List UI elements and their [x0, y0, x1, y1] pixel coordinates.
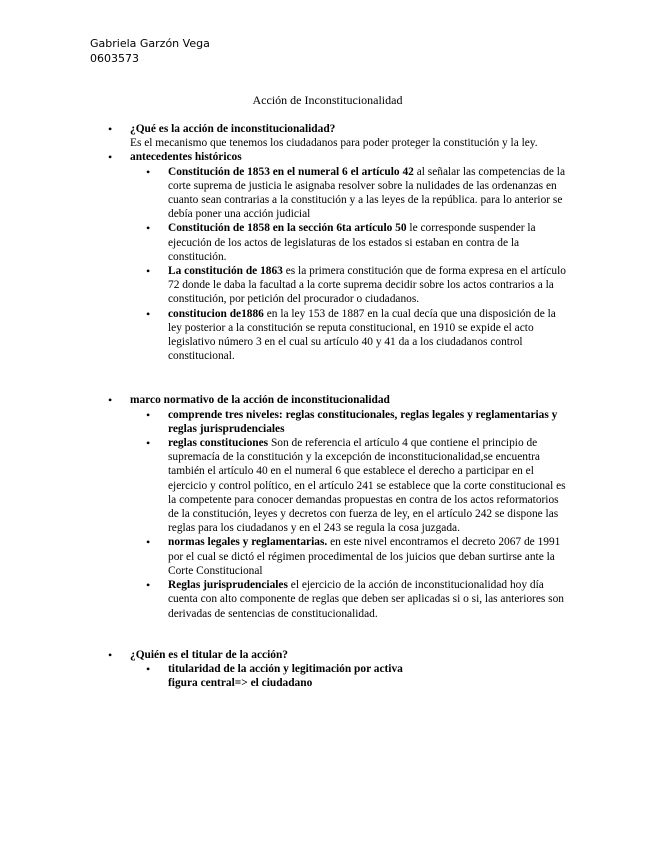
item-text: Son de referencia el artículo 4 que contiene el principio de supremacía de la constitución y la excepción de inconstitucionalidad,se encuentra también el artículo 40 en el numeral 6 que establece el derecho a participar en el ejercicio y control político, en el artículo 241 se establece que la corte constitucional es la competente para conocer demandas propuestas en contra de los actos reformatorios de la constitución, leyes y decretos con fuerza de ley, en el artículo 242 se dispone las reglas para los ciudadanos y en el 243 se regula la cosa juzgada.	[168, 437, 566, 535]
section-heading: ¿Qué es la acción de inconstitucionalidad?	[130, 123, 336, 135]
list-item	[130, 535, 570, 578]
item-bold: La constitución de 1863	[168, 265, 283, 278]
section-what-is	[90, 122, 570, 150]
author-header	[90, 36, 210, 66]
marco-list	[130, 408, 570, 621]
document-title: Acción de Inconstitucionalidad	[252, 93, 403, 107]
author-name: Gabriela Garzón Vega	[90, 37, 210, 50]
list-item	[130, 578, 570, 621]
item-text: es la primera constitución que de forma expresa en el artículo 72 donde le daba la facultad a la corte suprema decidir sobre los actos contrarios a la constitución, por petición del procurador o ciudadanos.	[168, 265, 566, 306]
item-text: el ejercicio de la acción de inconstitucionalidad hoy día cuenta con alto componente de reglas que deben ser aplicadas si o si, las anteriores son derivadas de sentencias de constitucionalidad.	[168, 579, 565, 620]
item-text: en este nivel encontramos el decreto 2067 de 1991 por el cual se dictó el régimen procedimental de los juicios que deban surtirse ante la Corte Constitucional	[168, 536, 561, 577]
antecedentes-list	[130, 165, 570, 364]
section-list	[90, 122, 570, 690]
item-bold: figura central=> el ciudadano	[168, 677, 313, 690]
document-body	[90, 122, 570, 690]
section-titular	[90, 648, 570, 691]
section-marco-normativo	[90, 393, 570, 620]
list-item	[130, 662, 570, 690]
section-heading: marco normativo de la acción de inconstitucionalidad	[130, 394, 390, 407]
titular-list	[130, 662, 570, 690]
item-bold: Constitución de 1853 en el numeral 6 el artículo 42	[168, 165, 414, 178]
list-item	[130, 307, 570, 364]
list-item	[130, 165, 570, 222]
item-bold: reglas constituciones	[168, 437, 269, 450]
item-bold: Reglas jurisprudenciales	[168, 579, 288, 592]
section-antecedentes	[90, 150, 570, 363]
list-item	[130, 436, 570, 535]
item-bold: constitucion de1886	[168, 307, 264, 320]
spacer	[90, 621, 570, 648]
student-id: 0603573	[90, 52, 139, 65]
item-text: al señalar las competencias de la corte suprema de justicia le asignaba resolver sobre la nulidades de las ordenanzas en cuanto sean contrarias a la constitución y a las leyes de la república. para lo anterior se debía poner una acción judicial	[168, 165, 566, 221]
item-text: le corresponde suspender la ejecución de los actos de legislaturas de los estados si estaban en contra de la constitución.	[168, 222, 536, 263]
spacer	[90, 363, 570, 393]
item-bold: comprende tres niveles: reglas constitucionales, reglas legales y reglamentarias y reglas jurisprudenciales	[168, 408, 558, 435]
item-bold: Constitución de 1858 en la sección 6ta artículo 50	[168, 222, 407, 235]
item-bold: normas legales y reglamentarias.	[168, 536, 328, 549]
item-bold: titularidad de la acción y legitimación por activa	[168, 662, 403, 675]
section-text: Es el mecanismo que tenemos los ciudadanos para poder proteger la constitución y la ley.	[130, 137, 538, 150]
section-heading: ¿Quién es el titular de la acción?	[130, 648, 288, 661]
section-heading: antecedentes históricos	[130, 151, 242, 164]
item-text: en la ley 153 de 1887 en la cual decía que una disposición de la ley posterior a la constitución se reputa constitucional, en 1910 se expide el acto legislativo número 3 en el cual su artículo 40 y 41 da a los ciudadanos control constitucional.	[168, 307, 556, 363]
list-item	[130, 408, 570, 436]
list-item	[130, 221, 570, 264]
list-item	[130, 264, 570, 307]
